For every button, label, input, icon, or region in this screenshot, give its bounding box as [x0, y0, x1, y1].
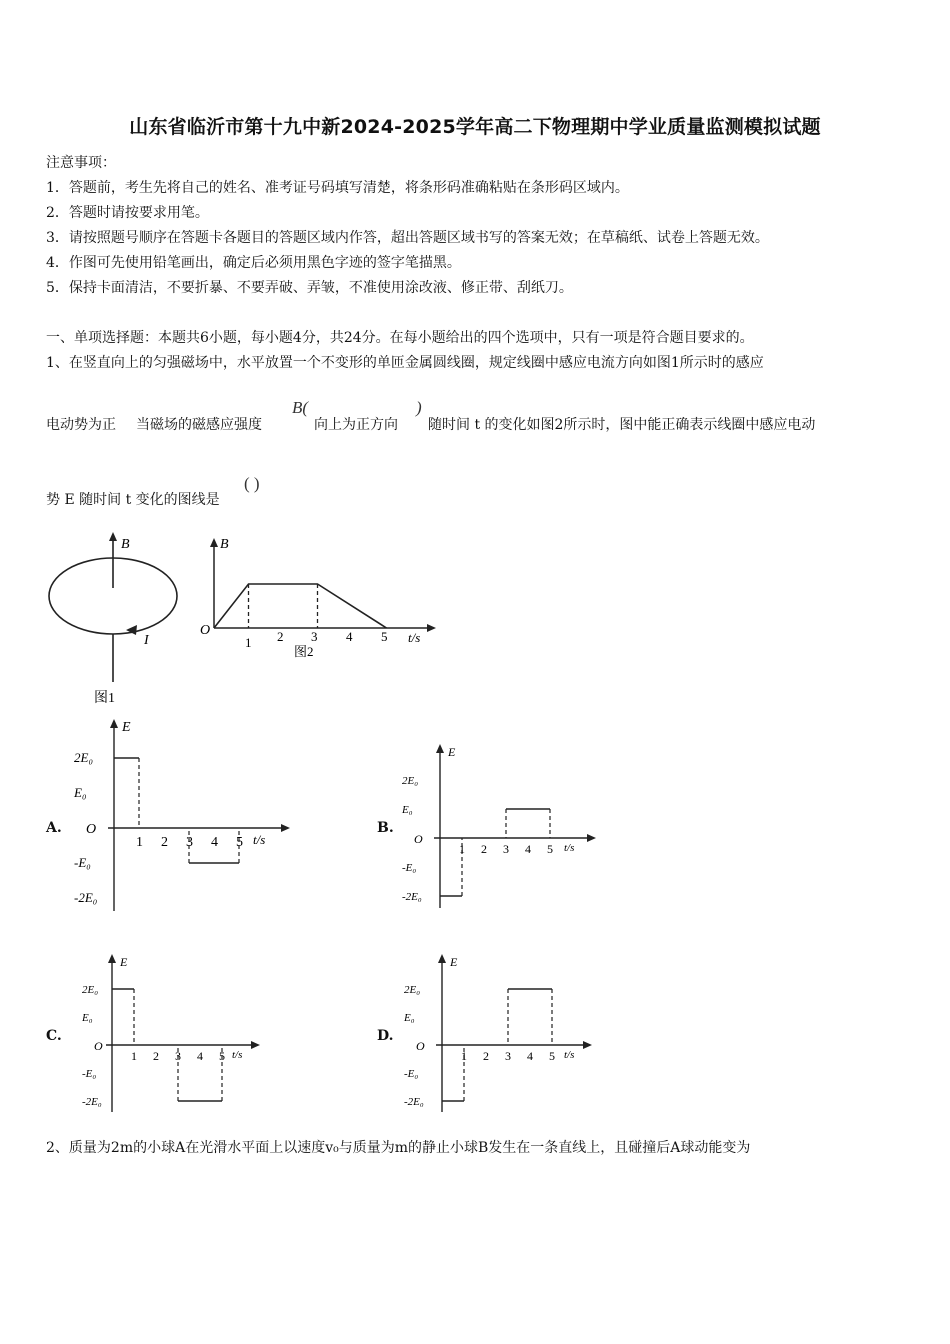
t-tick-label: 5	[219, 1049, 225, 1063]
question-1-line: 势 E 随时间 t 变化的图线是	[46, 492, 220, 508]
question-1-line: 电动势为正	[46, 417, 116, 433]
e-tick-label: E₀	[402, 804, 413, 816]
e-tick-label: 2E₀	[402, 775, 419, 787]
figure-1-coil	[40, 530, 190, 710]
t-tick-label: 1	[459, 842, 465, 856]
t-tick-label: 1	[136, 835, 143, 850]
t-axis-label: t/s	[232, 1049, 243, 1061]
t-tick-label: 5	[549, 1049, 555, 1063]
fig2-caption: 图2	[294, 644, 314, 659]
t-axis-label: t/s	[564, 842, 575, 854]
e-tick-label: -E₀	[404, 1068, 419, 1080]
option-d-graph[interactable]	[400, 950, 600, 1115]
e-tick-label: -2E₀	[82, 1096, 102, 1108]
t-tick-label: 3	[186, 835, 193, 850]
e-curve	[114, 758, 239, 863]
e-tick-label: -2E₀	[404, 1096, 424, 1108]
section-heading: 一、单项选择题：本题共6小题，每小题4分，共24分。在每小题给出的四个选项中，只有一项是符合题目要求的。	[46, 330, 754, 346]
t-tick-label: 1	[461, 1049, 467, 1063]
e-axis-arrow-icon	[108, 954, 116, 963]
t-tick-label: 3	[503, 842, 509, 856]
e-axis-label: E	[448, 745, 456, 759]
e-axis-arrow-icon	[436, 744, 444, 753]
e-tick-label: -2E₀	[74, 890, 98, 905]
fig1-i-label: I	[144, 633, 149, 648]
e-tick-label: 2E₀	[404, 984, 421, 996]
fig2-b-label: B	[220, 537, 229, 552]
e-tick-label: 2E₀	[74, 750, 93, 765]
e-tick-label: -E₀	[402, 862, 417, 874]
answer-blank: ( )	[244, 474, 260, 493]
e-curve	[440, 809, 550, 896]
question-1-line: 向上为正方向	[314, 417, 398, 433]
fig2-tick: 4	[346, 629, 353, 644]
notice-item: 4．作图可先使用铅笔画出，确定后必须用黑色字迹的签字笔描黑。	[46, 255, 461, 271]
t-axis-arrow-icon	[587, 834, 596, 842]
option-b-label[interactable]: B.	[377, 820, 394, 836]
t-axis-arrow-icon	[251, 1041, 260, 1049]
t-tick-label: 4	[197, 1049, 203, 1063]
fig2-t-label: t/s	[408, 630, 421, 645]
figure-2-b-graph	[198, 530, 448, 665]
fig2-tick: 2	[277, 629, 284, 644]
e-axis-label: E	[450, 955, 458, 969]
question-1-line: 当磁场的磁感应强度	[136, 417, 262, 433]
t-axis-label: t/s	[564, 1049, 575, 1061]
fig1-b-label: B	[121, 537, 130, 552]
fig1-caption: 图1	[94, 691, 115, 706]
b-arrow-head-icon	[109, 532, 117, 541]
e-axis-label: E	[122, 720, 131, 735]
symbol-paren: )	[416, 398, 422, 417]
e-tick-label: E₀	[74, 785, 87, 800]
option-d-label[interactable]: D.	[377, 1028, 394, 1044]
e-tick-label: 2E₀	[82, 984, 99, 996]
notice-item: 5．保持卡面清洁，不要折暴、不要弄破、弄皱，不准使用涂改液、修正带、刮纸刀。	[46, 280, 573, 296]
fig2-origin-label: O	[200, 623, 211, 638]
t-tick-label: 2	[153, 1049, 159, 1063]
notice-heading: 注意事项：	[46, 155, 116, 171]
b-curve	[214, 584, 387, 628]
t-tick-label: 4	[211, 835, 218, 850]
t-tick-label: 4	[527, 1049, 533, 1063]
fig2-tick: 5	[381, 629, 388, 644]
notice-item: 2．答题时请按要求用笔。	[46, 205, 209, 221]
t-tick-label: 2	[161, 835, 168, 850]
symbol-b: B(	[292, 398, 309, 417]
origin-label: O	[94, 1039, 103, 1053]
e-axis-arrow-icon	[438, 954, 446, 963]
fig2-tick: 1	[245, 635, 252, 650]
fig2-tick: 3	[311, 629, 318, 644]
origin-label: O	[414, 832, 423, 846]
t-tick-label: 4	[525, 842, 531, 856]
question-1-line: 1、在竖直向上的匀强磁场中，水平放置一个不变形的单匝金属圆线圈，规定线圈中感应电流方向如图1所示时的感应	[46, 355, 764, 371]
t-axis-arrow-icon	[583, 1041, 592, 1049]
t-axis-arrow-icon	[427, 624, 436, 632]
t-tick-label: 1	[131, 1049, 137, 1063]
t-tick-label: 5	[547, 842, 553, 856]
t-tick-label: 2	[481, 842, 487, 856]
notice-item: 1．答题前，考生先将自己的姓名、准考证号码填写清楚，将条形码准确粘贴在条形码区域内。	[46, 180, 629, 196]
option-c-label[interactable]: C.	[46, 1028, 62, 1044]
option-a-graph[interactable]	[72, 715, 302, 915]
e-tick-label: E₀	[404, 1012, 415, 1024]
e-tick-label: -2E₀	[402, 891, 422, 903]
t-tick-label: 3	[175, 1049, 181, 1063]
e-axis-label: E	[120, 955, 128, 969]
option-a-label[interactable]: A.	[46, 820, 62, 836]
t-tick-label: 5	[236, 835, 243, 850]
b-axis-arrow-icon	[210, 538, 218, 547]
page-title: 山东省临沂市第十九中新2024-2025学年高二下物理期中学业质量监测模拟试题	[129, 116, 821, 138]
option-b-graph[interactable]	[400, 740, 605, 912]
e-axis-arrow-icon	[110, 719, 118, 728]
question-1-line: 随时间 t 的变化如图2所示时，图中能正确表示线圈中感应电动	[428, 417, 816, 433]
e-tick-label: E₀	[82, 1012, 93, 1024]
t-tick-label: 3	[505, 1049, 511, 1063]
e-tick-label: -E₀	[82, 1068, 97, 1080]
t-axis-arrow-icon	[281, 824, 290, 832]
e-tick-label: -E₀	[74, 855, 91, 870]
option-c-graph[interactable]	[82, 950, 267, 1115]
origin-label: O	[416, 1039, 425, 1053]
t-tick-label: 2	[483, 1049, 489, 1063]
notice-item: 3．请按照题号顺序在答题卡各题目的答题区域内作答，超出答题区域书写的答案无效；在草稿纸、试卷上答题无效。	[46, 230, 769, 246]
question-2: 2、质量为2m的小球A在光滑水平面上以速度v₀与质量为m的静止小球B发生在一条直线上，且碰撞后A球动能变为	[46, 1140, 751, 1156]
origin-label: O	[86, 822, 97, 837]
t-axis-label: t/s	[253, 832, 266, 847]
